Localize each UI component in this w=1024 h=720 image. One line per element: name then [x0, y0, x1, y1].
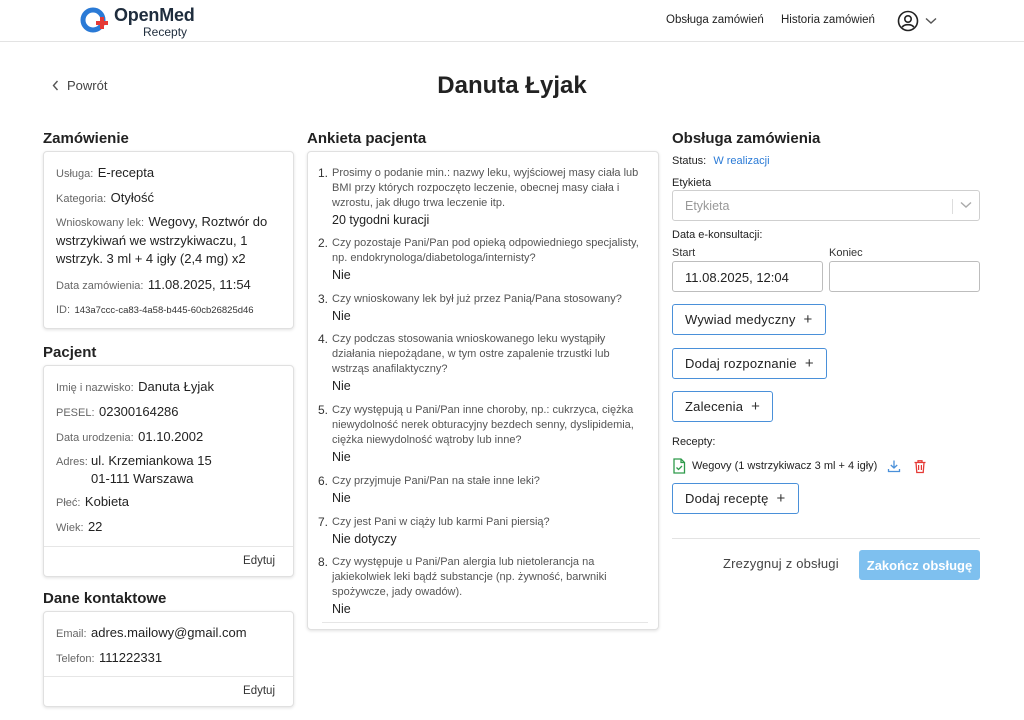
survey-question — [318, 403, 648, 465]
question-number: 3. — [318, 292, 329, 306]
add-prescription-label: Dodaj receptę — [685, 491, 769, 506]
chevron-left-icon — [52, 80, 59, 91]
tag-select[interactable] — [672, 190, 980, 221]
consult-end-input[interactable] — [829, 261, 980, 292]
email-label: Email: — [56, 628, 87, 640]
question-number: 7. — [318, 515, 329, 529]
patient-card — [43, 365, 294, 577]
question-answer: Nie — [332, 309, 351, 323]
plus-icon: + — [751, 398, 761, 415]
user-menu[interactable] — [896, 9, 940, 33]
end-label: Koniec — [829, 247, 863, 259]
plus-icon: + — [804, 355, 814, 372]
category-value: Otyłość — [110, 190, 154, 205]
patient-section-title: Pacjent — [43, 344, 97, 361]
question-text: Czy występuje u Pani/Pan alergia lub nietolerancja na jakiekolwiek leki bądź substancje (np. żywność, barwniki spożywcze, jady owadów). — [332, 556, 607, 598]
survey-question — [318, 515, 648, 547]
contact-edit-button[interactable]: Edytuj — [243, 685, 275, 697]
question-answer: Nie — [332, 450, 351, 464]
contact-card — [43, 611, 294, 707]
survey-question — [318, 332, 648, 394]
status-value: W realizacji — [713, 155, 770, 167]
question-text: Czy jest Pani w ciąży lub karmi Pani piersią? — [332, 516, 550, 528]
tag-label: Etykieta — [672, 177, 712, 189]
start-label: Start — [672, 247, 696, 259]
question-number: 2. — [318, 236, 329, 250]
medical-interview-button[interactable] — [672, 304, 826, 335]
resign-button[interactable]: Zrezygnuj z obsługi — [723, 556, 839, 571]
service-value: E-recepta — [97, 165, 155, 180]
question-answer: Nie — [332, 491, 351, 505]
address-line2: 01-111 Warszawa — [91, 471, 194, 486]
add-prescription-button[interactable] — [672, 483, 799, 514]
survey-question — [318, 474, 648, 506]
question-number: 8. — [318, 555, 329, 569]
question-number: 5. — [318, 403, 329, 417]
recommendations-label: Zalecenia — [685, 399, 744, 414]
survey-question — [318, 555, 648, 617]
page-title: Danuta Łyjak — [437, 72, 587, 99]
question-text: Czy przyjmuje Pani/Pan na stałe inne leki? — [332, 475, 540, 487]
question-text: Czy wnioskowany lek był już przez Panią/Pana stosowany? — [332, 293, 622, 305]
nav-order-handling[interactable]: Obsługa zamówień — [666, 14, 764, 26]
download-icon[interactable] — [887, 459, 901, 473]
pesel-label: PESEL: — [56, 407, 95, 419]
email-value: adres.mailowy@gmail.com — [91, 625, 247, 640]
recommendations-button[interactable] — [672, 391, 773, 422]
age-value: 22 — [87, 519, 103, 534]
add-diagnosis-label: Dodaj rozpoznanie — [685, 356, 797, 371]
finish-button[interactable]: Zakończ obsługę — [859, 550, 980, 580]
nav-order-history[interactable]: Historia zamówień — [781, 14, 875, 26]
address-line1: ul. Krzemiankowa 15 — [91, 453, 212, 468]
sex-label: Płeć: — [56, 497, 81, 509]
order-card — [43, 151, 294, 329]
survey-question — [318, 236, 648, 283]
question-text: Czy podczas stosowania wnioskowanego leku wystąpiły działania niepożądane, w tym ostre zapalenie trzustki lub wstrząs anafilaktyczny? — [332, 333, 610, 375]
tag-placeholder: Etykieta — [685, 199, 730, 213]
survey-question — [318, 166, 648, 228]
select-separator — [952, 199, 953, 214]
add-diagnosis-button[interactable] — [672, 348, 827, 379]
order-date-label: Data zamówienia: — [56, 280, 144, 292]
pesel-value: 02300164286 — [98, 404, 179, 419]
question-answer: Nie — [332, 379, 351, 393]
consult-start-input[interactable]: 11.08.2025, 12:04 — [672, 261, 823, 292]
file-icon — [672, 458, 686, 474]
question-number: 1. — [318, 166, 329, 180]
question-answer: 20 tygodni kuracji — [332, 213, 430, 227]
consult-label: Data e-konsultacji: — [672, 229, 763, 241]
trash-icon[interactable] — [913, 459, 927, 474]
patient-edit-button[interactable]: Edytuj — [243, 555, 275, 567]
survey-bottom-divider — [322, 622, 648, 623]
status-row — [672, 155, 770, 167]
patient-name-value: Danuta Łyjak — [138, 379, 214, 394]
question-answer: Nie dotyczy — [332, 532, 397, 546]
prescription-name[interactable]: Wegovy (1 wstrzykiwacz 3 ml + 4 igły) — [692, 460, 878, 472]
plus-icon: + — [776, 490, 786, 507]
top-bar — [0, 0, 1024, 42]
logo-icon — [80, 7, 110, 37]
sex-value: Kobieta — [84, 494, 130, 509]
plus-icon: + — [803, 311, 813, 328]
question-text: Prosimy o podanie min.: nazwy leku, wyjściowej masy ciała lub BMI przy których rozpoczęto leczenie, obecnej masy ciała i wzrostu, jak długo trwa leczenie itp. — [332, 167, 639, 209]
contact-section-title: Dane kontaktowe — [43, 590, 167, 607]
chevron-down-icon — [925, 17, 937, 25]
logo-name: OpenMed — [114, 5, 195, 25]
phone-value: 111222331 — [98, 650, 163, 665]
drug-label: Wnioskowany lek: — [56, 217, 145, 229]
category-label: Kategoria: — [56, 193, 107, 205]
dob-label: Data urodzenia: — [56, 432, 134, 444]
phone-label: Telefon: — [56, 653, 95, 665]
actions-divider — [672, 538, 980, 539]
order-id-value: 143a7ccc-ca83-4a58-b445-60cb26825d46 — [74, 305, 254, 316]
chevron-down-icon — [960, 201, 972, 209]
service-label: Usługa: — [56, 168, 94, 180]
survey-section-title: Ankieta pacjenta — [307, 130, 427, 147]
drug-value: Wegovy, Roztwór do wstrzykiwań we wstrzykiwaczu, 1 wstrzyk. 3 ml + 4 igły (2,4 mg) x2 — [56, 214, 268, 266]
order-id-label: ID: — [56, 304, 71, 316]
back-label: Powrót — [67, 78, 108, 93]
back-link[interactable] — [52, 78, 107, 93]
survey-card — [307, 151, 659, 630]
logo[interactable] — [80, 4, 200, 38]
medical-interview-label: Wywiad medyczny — [685, 312, 796, 327]
handling-section-title: Obsługa zamówienia — [672, 130, 821, 147]
age-label: Wiek: — [56, 522, 84, 534]
logo-subtitle: Recepty — [143, 25, 188, 39]
user-icon — [897, 10, 919, 32]
survey-question — [318, 292, 648, 324]
question-text: Czy występują u Pani/Pan inne choroby, np.: cukrzyca, ciężka niewydolność nerek obturacyjny bezdech senny, dyslipidemia, ciężka niewydolność wątroby lub inne? — [332, 404, 634, 446]
patient-name-label: Imię i nazwisko: — [56, 382, 134, 394]
address-label: Adres: — [56, 456, 88, 468]
question-text: Czy pozostaje Pani/Pan pod opieką odpowiedniego specjalisty, np. endokrynologa/diabetologa/internisty? — [332, 237, 639, 264]
question-number: 6. — [318, 474, 329, 488]
question-number: 4. — [318, 332, 329, 346]
contact-card-footer — [44, 676, 293, 706]
prescriptions-label: Recepty: — [672, 436, 716, 448]
prescription-item — [672, 457, 932, 475]
order-date-value: 11.08.2025, 11:54 — [147, 277, 251, 292]
dob-value: 01.10.2002 — [138, 429, 204, 444]
question-answer: Nie — [332, 602, 351, 616]
question-answer: Nie — [332, 268, 351, 282]
order-section-title: Zamówienie — [43, 130, 129, 147]
patient-card-footer — [44, 546, 293, 576]
status-label: Status: — [672, 155, 707, 167]
